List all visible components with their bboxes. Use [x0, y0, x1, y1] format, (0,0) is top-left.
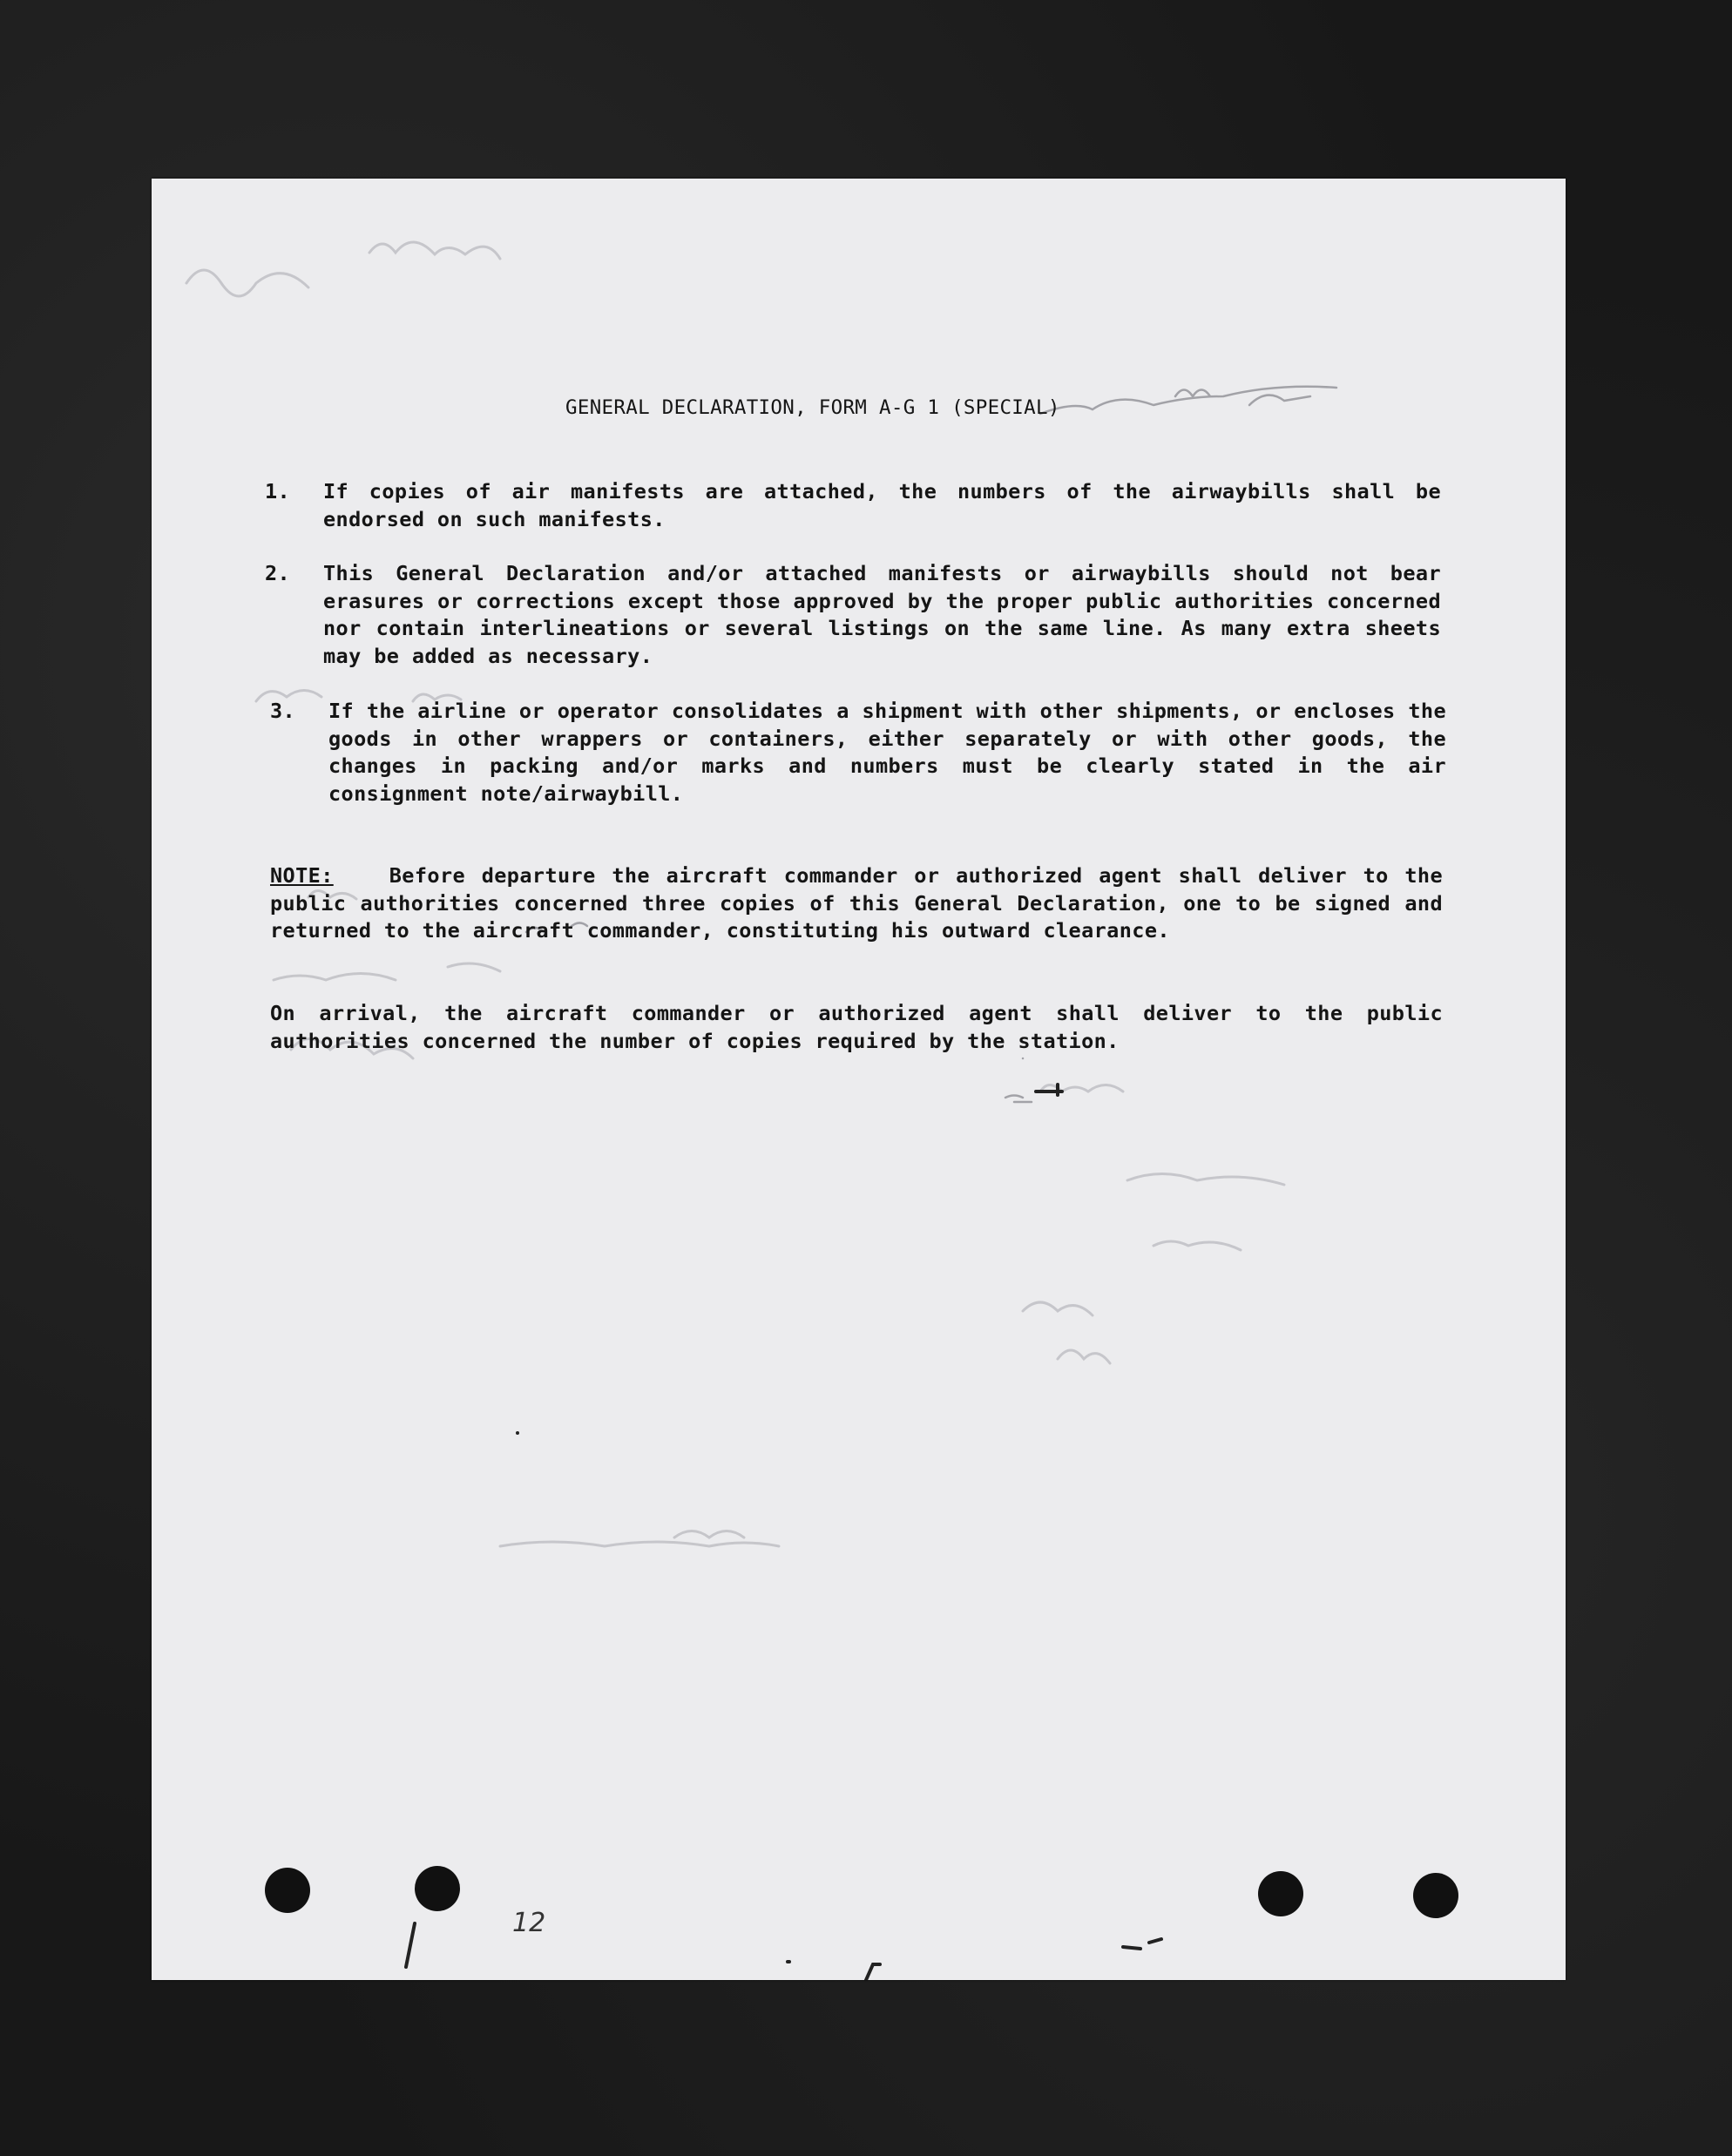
punch-hole: [1413, 1873, 1458, 1918]
handwriting-bleed-through-graphic: [152, 179, 1566, 1980]
item-text: This General Declaration and/or attached manifests or airwaybills should not bear erasures or corrections except those approved by the proper public authorities concerned nor contain interlineations or several listings on the same line. As many extra sheets may be added as necessary.: [323, 561, 1441, 668]
punch-hole: [415, 1866, 460, 1911]
note-paragraph: [270, 862, 1443, 945]
item-text: If copies of air manifests are attached, the numbers of the airwaybills shall be endorsed on such manifests.: [323, 479, 1441, 531]
punch-hole: [265, 1868, 310, 1913]
note-text: Before departure the aircraft commander or authorized agent shall deliver to the public authorities concerned three copies of this General Declaration, one to be signed and returned to the aircraft commander, constituting his outward clearance.: [270, 863, 1443, 943]
arrival-paragraph: On arrival, the aircraft commander or authorized agent shall deliver to the public authorities concerned the number of copies required by the station.: [270, 1001, 1443, 1053]
page-title: GENERAL DECLARATION, FORM A-G 1 (SPECIAL): [565, 396, 1060, 419]
instruction-item-3: [270, 698, 1446, 808]
instruction-item-1: [265, 478, 1441, 533]
note-label: NOTE:: [270, 863, 334, 888]
instruction-item-2: [265, 560, 1441, 670]
item-text: If the airline or operator consolidates a shipment with other shipments, or encloses the goods in other wrappers or containers, either separately or with other goods, the changes in packing and/or marks and numbers must be clearly stated in the air consignment note/airwaybill.: [328, 699, 1446, 806]
item-number: 1.: [265, 479, 291, 504]
punch-hole: [1258, 1871, 1303, 1916]
item-number: 3.: [270, 699, 296, 723]
item-number: 2.: [265, 561, 291, 585]
document-page: [152, 179, 1566, 1980]
handwritten-page-mark: 12: [512, 1908, 546, 1938]
